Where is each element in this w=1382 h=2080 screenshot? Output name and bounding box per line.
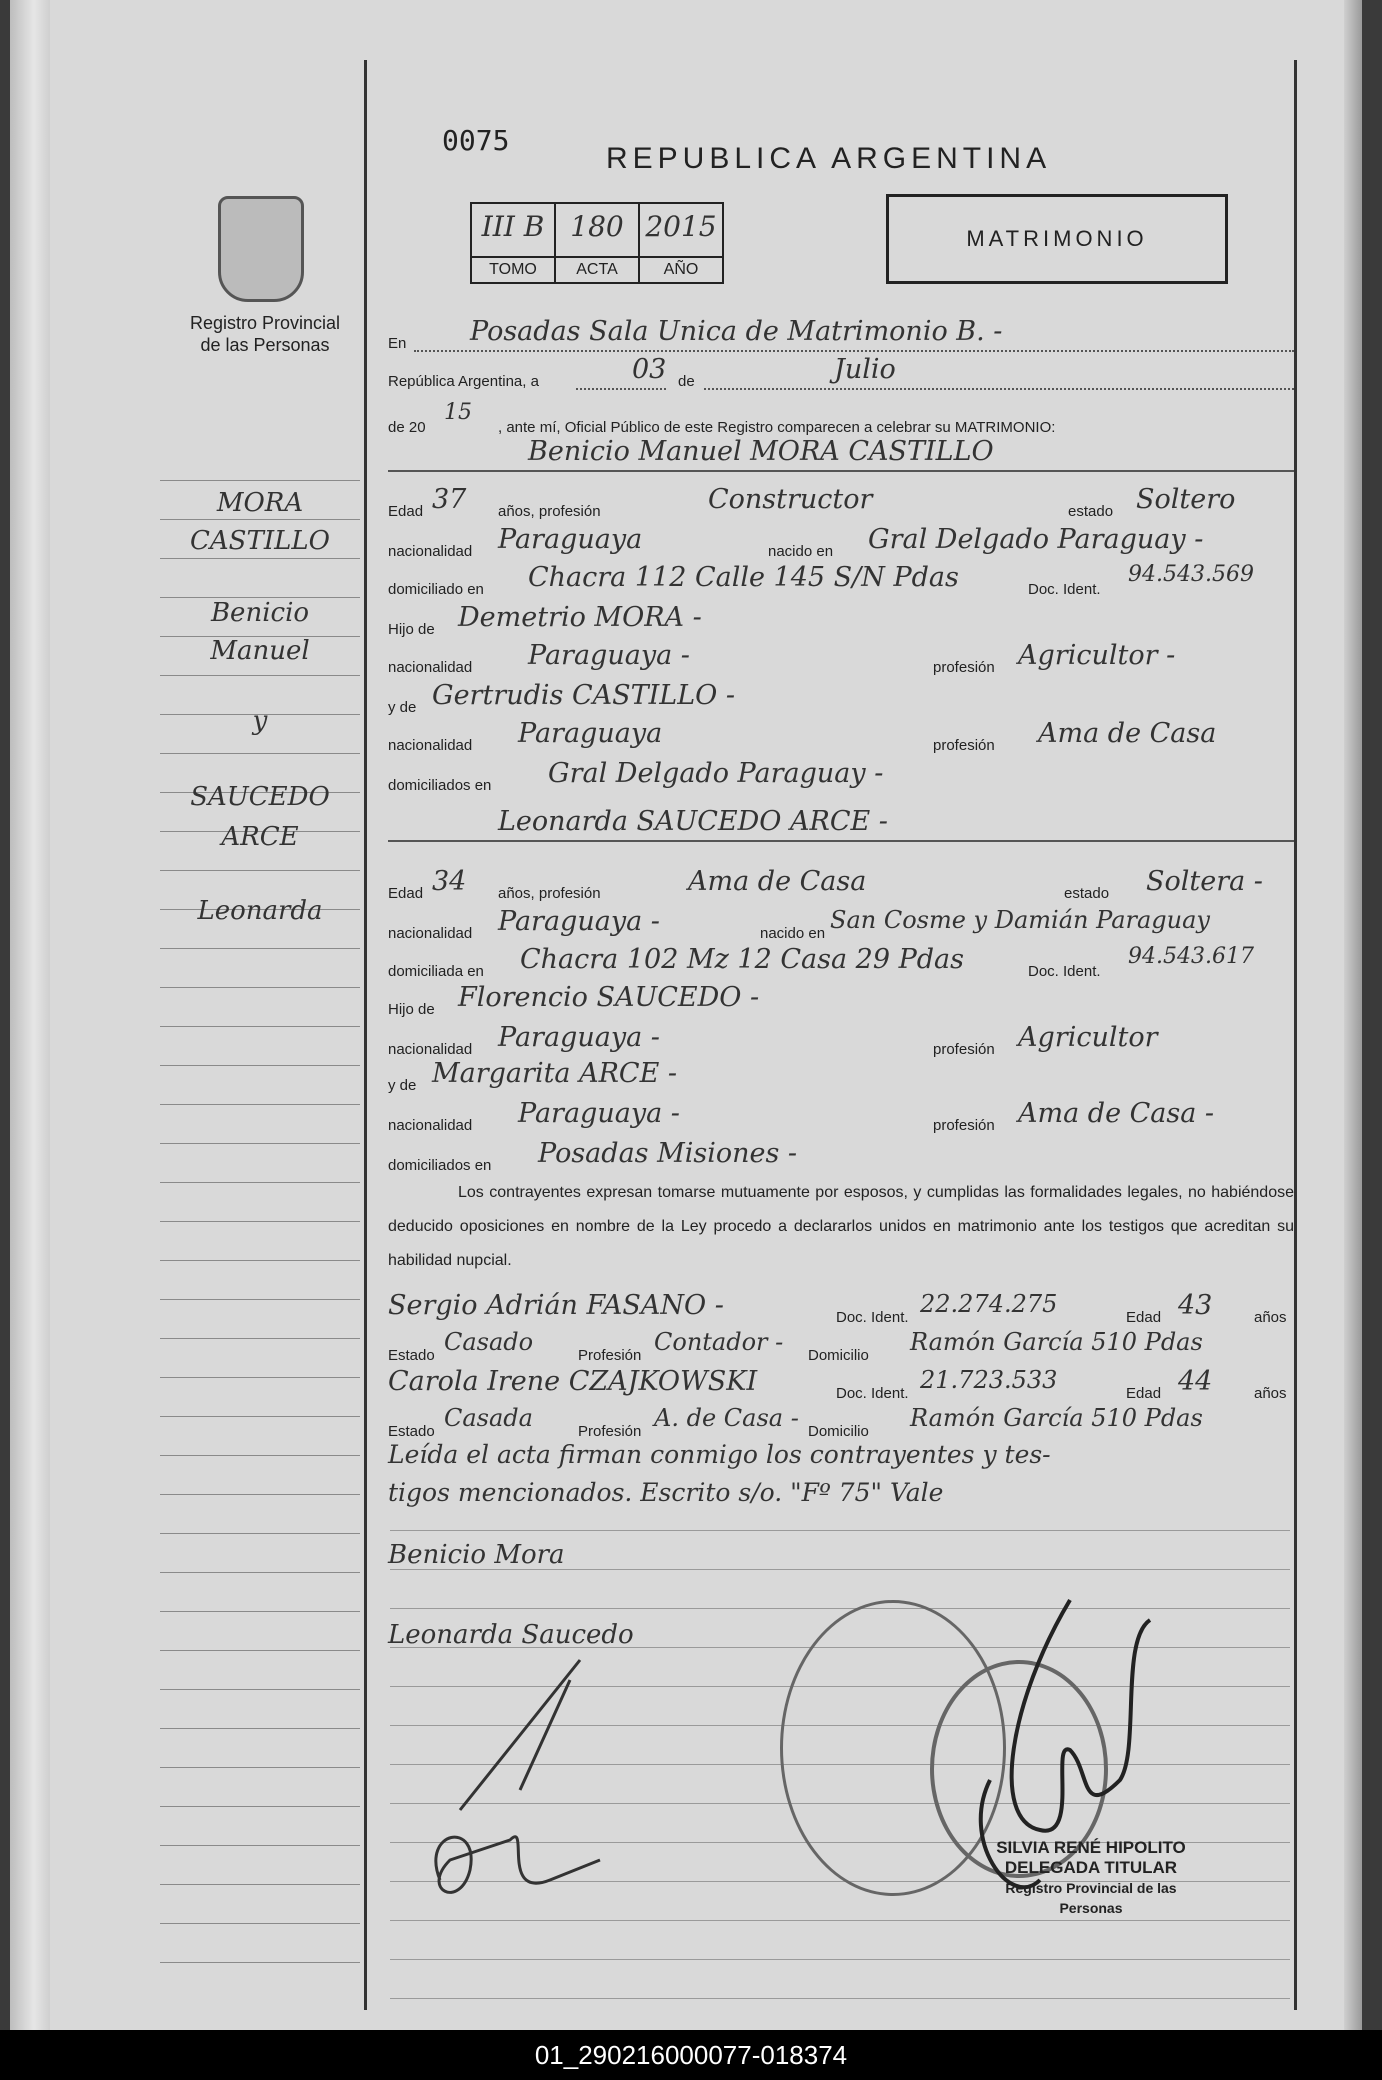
profesion-label: profesión — [933, 737, 995, 754]
wife-mother: Margarita ARCE - — [432, 1058, 678, 1089]
witness2-doc: 21.723.533 — [920, 1366, 1058, 1394]
nacionalidad-label: nacionalidad — [388, 1041, 473, 1058]
wife-full-name: Leonarda SAUCEDO ARCE - — [498, 806, 888, 837]
estado-label: Estado — [388, 1423, 435, 1440]
ruled-line — [390, 1920, 1290, 1921]
nacionalidad-label: nacionalidad — [388, 1117, 473, 1134]
husband-parents-dom-row — [388, 758, 1294, 798]
official-name: SILVIA RENÉ HIPOLITO — [996, 1838, 1186, 1857]
ruled-line — [160, 1767, 360, 1768]
document-number: 0075 — [442, 124, 510, 157]
margin-connector: y — [252, 706, 268, 736]
year-suffix: 15 — [444, 400, 472, 425]
hijo-label: Hijo de — [388, 621, 435, 638]
witness1-detail-row — [388, 1328, 1294, 1368]
ruled-line — [160, 1923, 360, 1924]
margin-husband-surname2: CASTILLO — [190, 526, 330, 556]
husband-nacido: Gral Delgado Paraguay - — [868, 524, 1204, 555]
witness2-detail-row — [388, 1404, 1294, 1444]
profesion-label: profesión — [933, 659, 995, 676]
domicilio-label: Domicilio — [808, 1347, 869, 1364]
edad-label: Edad — [1126, 1309, 1162, 1326]
witness1-name-row — [388, 1290, 1294, 1330]
ruled-line — [160, 1806, 360, 1807]
closing-line1 — [388, 1440, 1294, 1480]
ruled-line — [160, 1728, 360, 1729]
underline — [388, 839, 1294, 842]
wife-father-nac-row — [388, 1022, 1294, 1062]
right-border — [1294, 60, 1297, 2010]
margin-husband-surname1: MORA — [216, 488, 304, 518]
domiciliado-label: domiciliado en — [388, 581, 484, 598]
wife-edad: 34 — [432, 866, 467, 897]
ruled-line — [160, 1182, 360, 1183]
year-prefix: de 20 — [388, 419, 426, 436]
witness2-estado: Casada — [444, 1404, 533, 1432]
page-edge — [1344, 0, 1362, 2030]
hijo-label: Hijo de — [388, 1001, 435, 1018]
book-binding — [10, 0, 50, 2030]
month-value: Julio — [834, 354, 896, 385]
witness1-name: Sergio Adrián FASANO - — [388, 1290, 724, 1321]
doc-label: Doc. Ident. — [1028, 581, 1101, 598]
husband-parents-dom: Gral Delgado Paraguay - — [548, 758, 884, 789]
de-label: de — [678, 373, 695, 390]
registry-line2: de las Personas — [200, 335, 330, 355]
date-row — [388, 354, 1294, 394]
witness2-name-row — [388, 1366, 1294, 1406]
ruled-line — [160, 1065, 360, 1066]
wife-father-prof: Agricultor — [1018, 1022, 1158, 1053]
wife-profesion: Ama de Casa — [688, 866, 867, 897]
closing-text1: Leída el acta firman conmigo los contrayentes y tes- — [388, 1440, 1051, 1469]
official-title: DELEGADA TITULAR — [1004, 1858, 1178, 1877]
domiciliados-label: domiciliados en — [388, 777, 492, 794]
ruled-line — [160, 519, 360, 520]
tomo-value: III B — [481, 210, 545, 243]
wife-dom-row — [388, 944, 1294, 984]
margin-wife-surname1: SAUCEDO — [190, 782, 330, 812]
ruled-line — [160, 1494, 360, 1495]
nacionalidad-label: nacionalidad — [388, 543, 473, 560]
wife-edad-row — [388, 866, 1294, 906]
husband-estado: Soltero — [1136, 484, 1236, 515]
place-value: Posadas Sala Unica de Matrimonio B. - — [470, 316, 1003, 347]
official-office: Registro Provincial de las Personas — [1005, 1880, 1177, 1916]
profesion-label: profesión — [933, 1117, 995, 1134]
ruled-line — [160, 1611, 360, 1612]
intro-text: , ante mí, Oficial Público de este Registro comparecen a celebrar su MATRIMONIO: — [498, 419, 1056, 436]
ruled-line — [160, 675, 360, 676]
ruled-line — [160, 1845, 360, 1846]
husband-dom-row — [388, 562, 1294, 602]
document-page — [10, 0, 1362, 2030]
witness1-profesion: Contador - — [654, 1328, 784, 1356]
ruled-line — [390, 1959, 1290, 1960]
wife-domicilio: Chacra 102 Mz 12 Casa 29 Pdas — [520, 944, 964, 975]
republica-label: República Argentina, a — [388, 373, 539, 390]
husband-father-nac-row — [388, 640, 1294, 680]
closing-line2 — [388, 1478, 1294, 1518]
witness2-domicilio: Ramón García 510 Pdas — [910, 1404, 1203, 1432]
anio-value: 2015 — [645, 210, 717, 243]
ruled-line — [160, 1455, 360, 1456]
profesion-label: Profesión — [578, 1347, 642, 1364]
ruled-line — [160, 1338, 360, 1339]
acta-box — [554, 202, 640, 284]
signature-wife: Leonarda Saucedo — [388, 1620, 634, 1650]
anos-label: años — [1254, 1309, 1287, 1326]
wife-nacionalidad: Paraguaya - — [498, 906, 660, 937]
nacionalidad-label: nacionalidad — [388, 659, 473, 676]
witness1-edad: 43 — [1178, 1290, 1213, 1321]
domicilio-label: Domicilio — [808, 1423, 869, 1440]
husband-profesion: Constructor — [708, 484, 873, 515]
husband-mother-nac: Paraguaya — [518, 718, 663, 749]
wife-mother-nac-row — [388, 1098, 1294, 1138]
witness2-name: Carola Irene CZAJKOWSKI — [388, 1366, 758, 1397]
doc-label: Doc. Ident. — [836, 1309, 909, 1326]
husband-mother-prof: Ama de Casa — [1038, 718, 1217, 749]
nacionalidad-label: nacionalidad — [388, 737, 473, 754]
dotted-line — [704, 387, 1294, 390]
wife-parents-dom-row — [388, 1138, 1294, 1178]
legal-paragraph: Los contrayentes expresan tomarse mutuamente por esposos, y cumplidas las formalidades legales, no habiéndose deducido oposiciones en nombre de la Ley procedo a declararlos unidos en matrimonio ante los testigos que acreditan su habilidad nupcial. — [388, 1184, 1294, 1269]
ruled-line — [160, 753, 360, 754]
ruled-line — [160, 1416, 360, 1417]
wife-father-row — [388, 982, 1294, 1022]
wife-name-row — [388, 806, 1294, 846]
husband-father-nac: Paraguaya - — [528, 640, 690, 671]
ruled-line — [160, 1143, 360, 1144]
husband-full-name: Benicio Manuel MORA CASTILLO — [528, 436, 994, 467]
doc-label: Doc. Ident. — [836, 1385, 909, 1402]
ruled-line — [160, 1104, 360, 1105]
place-row — [388, 316, 1294, 356]
husband-father-row — [388, 602, 1294, 642]
ruled-line — [160, 1650, 360, 1651]
margin-husband-name1: Benicio — [210, 598, 310, 628]
witness1-domicilio: Ramón García 510 Pdas — [910, 1328, 1203, 1356]
y-de-label: y de — [388, 699, 417, 716]
witness-signatures-icon — [400, 1650, 630, 1910]
y-de-label: y de — [388, 1077, 417, 1094]
husband-father-prof: Agricultor - — [1018, 640, 1176, 671]
husband-doc: 94.543.569 — [1128, 562, 1254, 587]
profesion-label: años, profesión — [498, 885, 601, 902]
province-seal-icon — [218, 196, 304, 302]
ruled-line — [160, 1689, 360, 1690]
estado-label: estado — [1064, 885, 1110, 902]
husband-edad: 37 — [432, 484, 467, 515]
husband-mother: Gertrudis CASTILLO - — [432, 680, 735, 711]
ruled-line — [160, 870, 360, 871]
profesion-label: profesión — [933, 1041, 995, 1058]
wife-nacido-row — [760, 906, 1280, 946]
day-value: 03 — [632, 354, 667, 385]
husband-mother-row — [388, 680, 1294, 720]
en-label: En — [388, 335, 407, 352]
witness2-profesion: A. de Casa - — [654, 1404, 799, 1432]
doc-label: Doc. Ident. — [1028, 963, 1101, 980]
anio-box — [638, 202, 724, 284]
wife-nacido: San Cosme y Damián Paraguay — [830, 906, 1210, 934]
ruled-line — [160, 948, 360, 949]
tomo-box — [470, 202, 556, 284]
domiciliada-label: domiciliada en — [388, 963, 484, 980]
ruled-line — [160, 1572, 360, 1573]
dotted-line — [576, 387, 666, 390]
ruled-line — [160, 1026, 360, 1027]
wife-parents-dom: Posadas Misiones - — [538, 1138, 798, 1169]
ruled-line — [160, 1962, 360, 1963]
estado-label: estado — [1068, 503, 1114, 520]
domiciliados-label: domiciliados en — [388, 1157, 492, 1174]
signature-husband: Benicio Mora — [388, 1540, 565, 1570]
document-type: MATRIMONIO — [886, 194, 1228, 284]
scan-identifier: 01_290216000077-018374 — [0, 2030, 1382, 2080]
ruled-line — [160, 1533, 360, 1534]
ruled-line — [390, 1998, 1290, 1999]
registry-name — [160, 312, 370, 356]
ruled-line — [160, 1377, 360, 1378]
nacido-label: nacido en — [768, 543, 834, 560]
profesion-label: Profesión — [578, 1423, 642, 1440]
husband-domicilio: Chacra 112 Calle 145 S/N Pdas — [528, 562, 959, 593]
ruled-line — [160, 1260, 360, 1261]
wife-father-nac: Paraguaya - — [498, 1022, 660, 1053]
husband-mother-nac-row — [388, 718, 1294, 758]
record-boxes — [470, 202, 722, 284]
wife-mother-nac: Paraguaya - — [518, 1098, 680, 1129]
witness2-edad: 44 — [1178, 1366, 1213, 1397]
husband-father: Demetrio MORA - — [458, 602, 702, 633]
ruled-line — [160, 1221, 360, 1222]
anos-label: años — [1254, 1385, 1287, 1402]
dotted-line — [414, 349, 1294, 352]
year-row — [388, 400, 1294, 440]
ruled-line — [160, 1884, 360, 1885]
edad-label: Edad — [388, 885, 424, 902]
margin-wife-name: Leonarda — [197, 896, 323, 926]
ruled-line — [160, 987, 360, 988]
husband-name-row — [388, 436, 1294, 476]
edad-label: Edad — [1126, 1385, 1162, 1402]
nacionalidad-label: nacionalidad — [388, 925, 473, 942]
country-title: REPUBLICA ARGENTINA — [606, 142, 1052, 175]
wife-mother-row — [388, 1058, 1294, 1098]
acta-label: ACTA — [556, 256, 638, 282]
husband-nac-row — [388, 524, 1294, 564]
wife-estado: Soltera - — [1146, 866, 1263, 897]
witness1-doc: 22.274.275 — [920, 1290, 1058, 1318]
wife-father: Florencio SAUCEDO - — [458, 982, 760, 1013]
underline — [388, 469, 1294, 472]
margin-wife-surname2: ARCE — [221, 822, 299, 852]
ruled-line — [160, 1299, 360, 1300]
nacido-label: nacido en — [760, 925, 826, 942]
estado-label: Estado — [388, 1347, 435, 1364]
anio-label: AÑO — [640, 256, 722, 282]
husband-edad-row — [388, 484, 1294, 524]
closing-text2: tigos mencionados. Escrito s/o. "Fº 75" Vale — [388, 1478, 944, 1507]
wife-mother-prof: Ama de Casa - — [1018, 1098, 1215, 1129]
acta-value: 180 — [570, 210, 624, 243]
profesion-label: años, profesión — [498, 503, 601, 520]
tomo-label: TOMO — [472, 256, 554, 282]
margin-husband-name2: Manuel — [210, 636, 310, 666]
edad-label: Edad — [388, 503, 424, 520]
ruled-line — [160, 480, 360, 481]
witness1-estado: Casado — [444, 1328, 534, 1356]
ruled-line — [390, 1530, 1290, 1531]
ruled-line — [160, 558, 360, 559]
registry-line1: Registro Provincial — [189, 313, 341, 333]
husband-nacionalidad: Paraguaya — [498, 524, 643, 555]
wife-doc: 94.543.617 — [1128, 944, 1254, 969]
